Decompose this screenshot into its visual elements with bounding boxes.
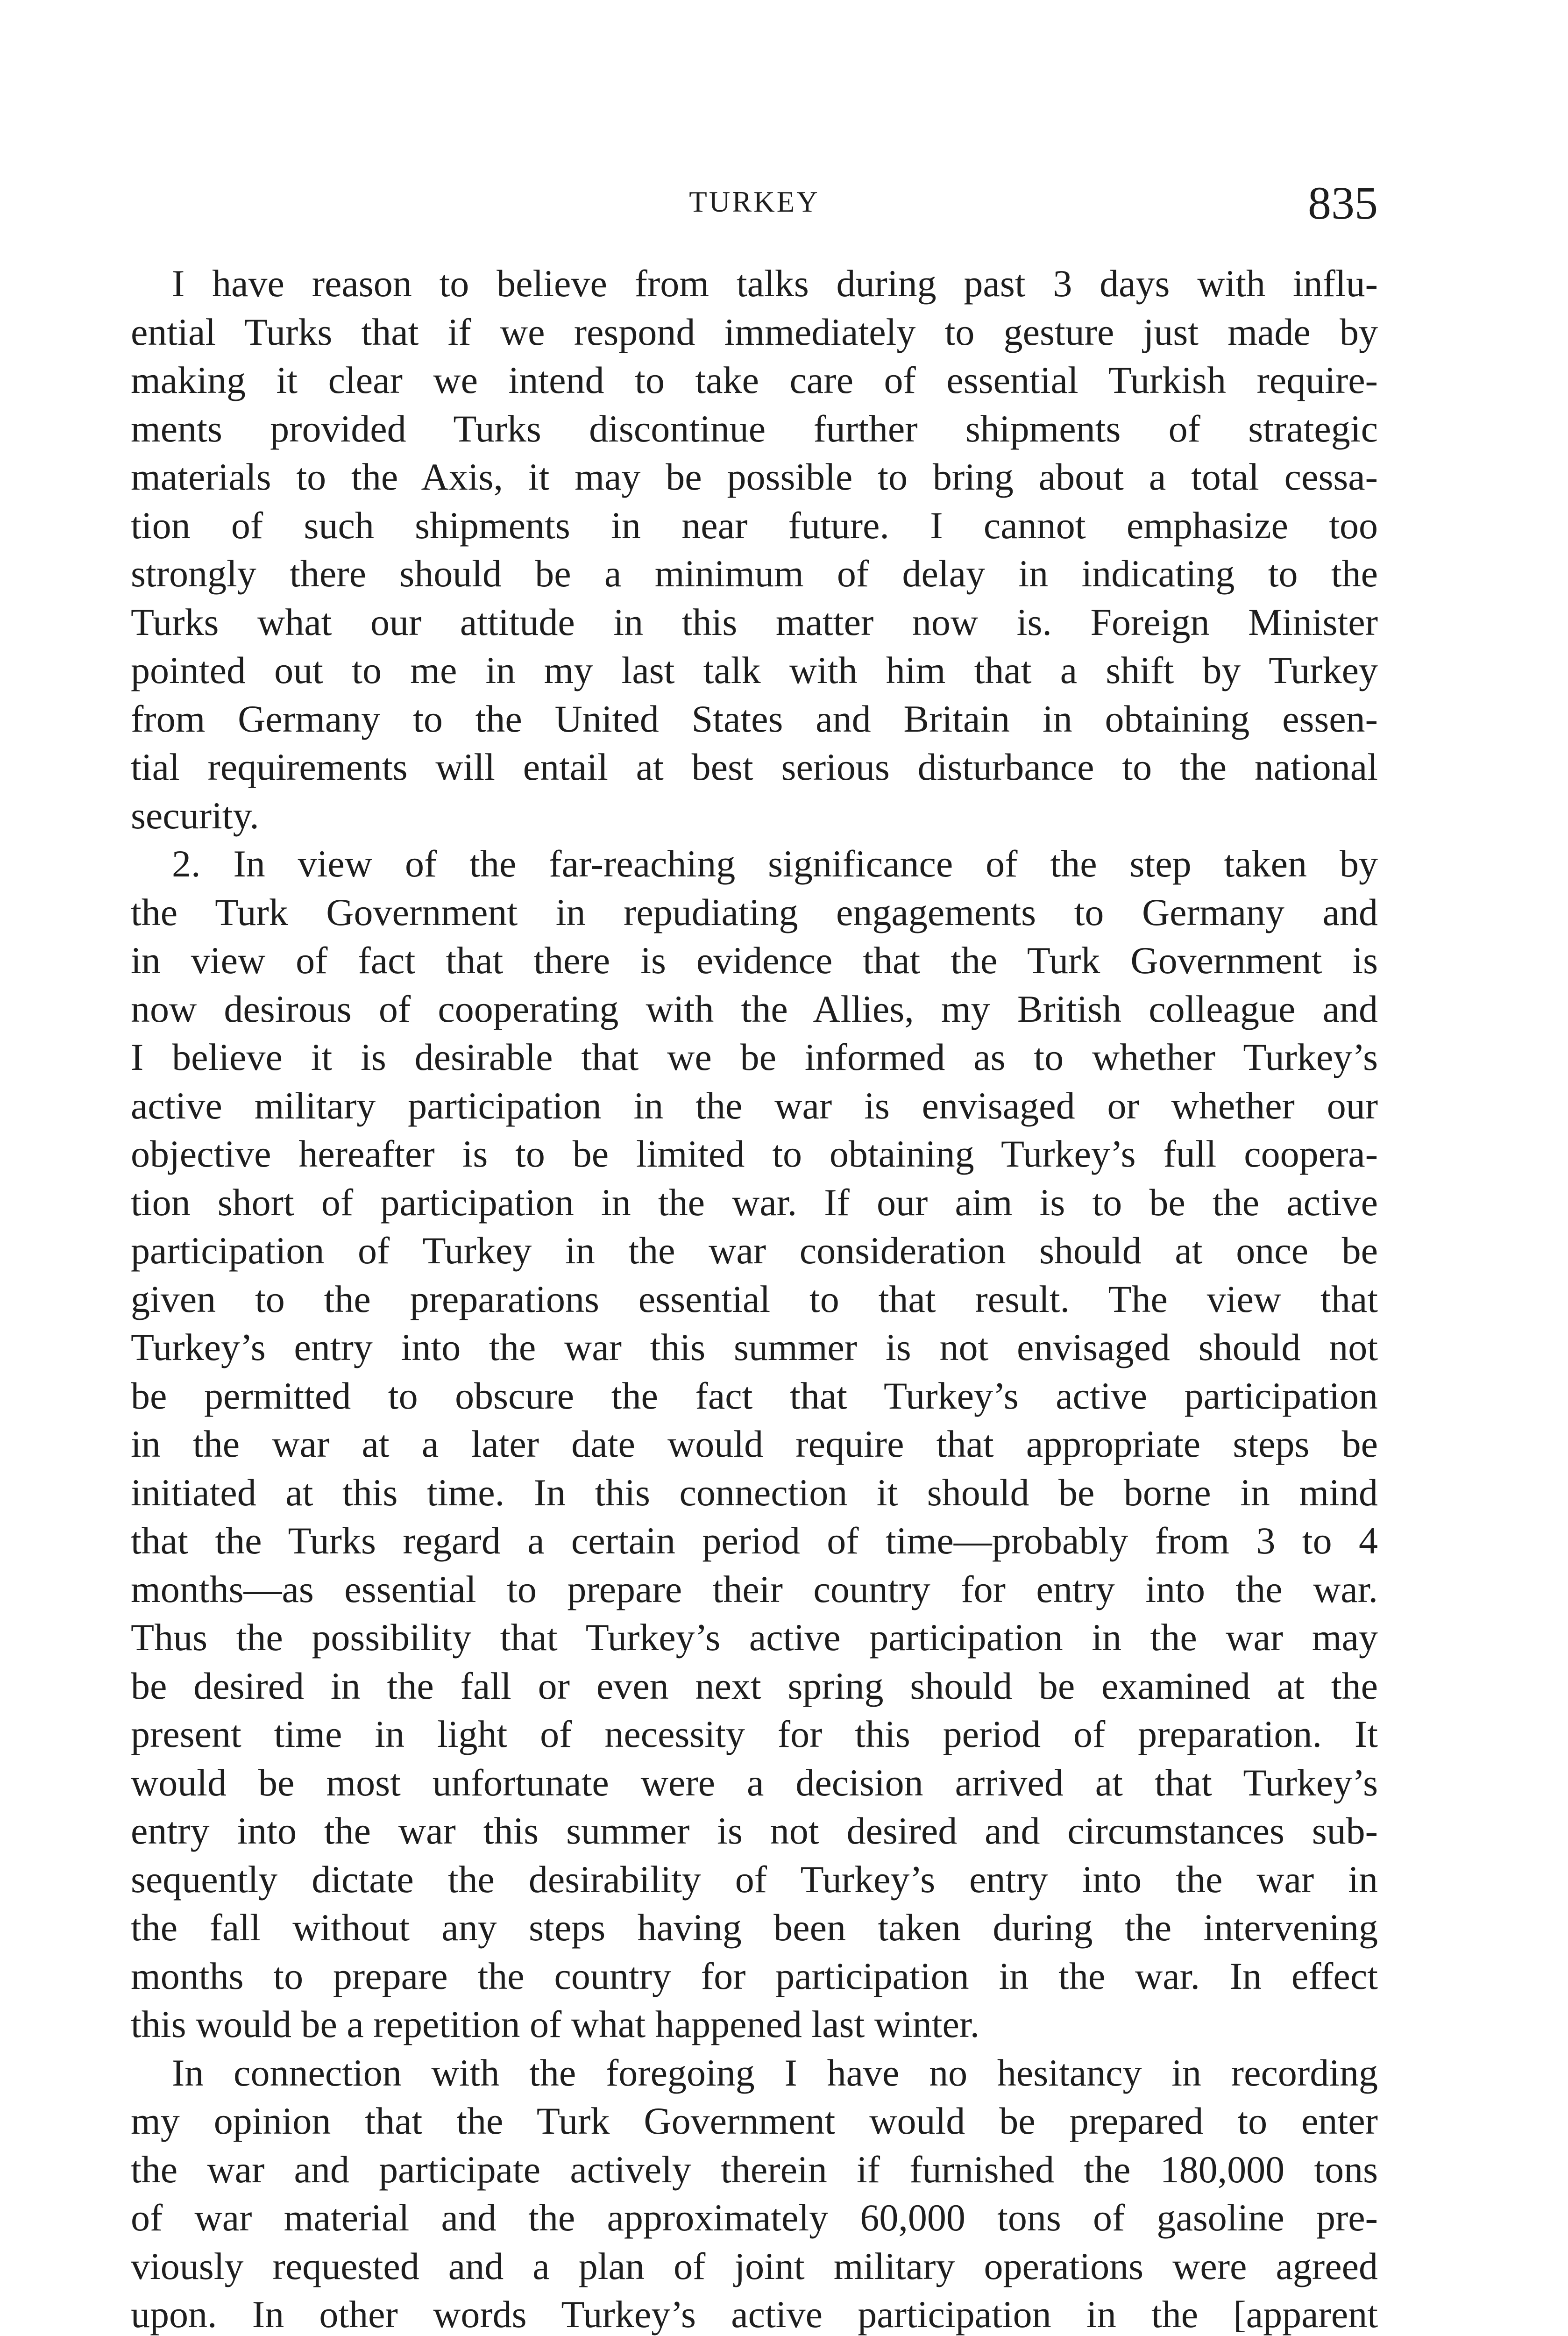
text-line: Turkey’s entry into the war this summer is not envisaged should not [131, 1326, 1378, 1368]
text-line: entry into the war this summer is not desired and circumstances sub- [131, 1809, 1378, 1852]
text-line: my opinion that the Turk Government would be prepared to enter [131, 2100, 1378, 2142]
page-number: 835 [1308, 177, 1378, 229]
text-line: 2. In view of the far-reaching significance of the step taken by [172, 842, 1378, 885]
text-line: the Turk Government in repudiating engagements to Germany and [131, 890, 1378, 933]
text-line: objective hereafter is to be limited to obtaining Turkey’s full coopera- [131, 1132, 1378, 1175]
text-line: given to the preparations essential to that result. The view that [131, 1277, 1378, 1320]
text-line: in the war at a later date would require that appropriate steps be [131, 1423, 1378, 1465]
text-line: the war and participate actively therein if furnished the 180,000 tons [131, 2148, 1378, 2191]
text-line: Turks what our attitude in this matter now is. Foreign Minister [131, 600, 1378, 643]
paragraph-1 [131, 259, 1378, 840]
text-line: that the Turks regard a certain period of time—probably from 3 to 4 [131, 1519, 1378, 1562]
text-line: In connection with the foregoing I have no hesitancy in recording [172, 2051, 1378, 2094]
text-line: initiated at this time. In this connection it should be borne in mind [131, 1471, 1378, 1514]
text-line: tion short of participation in the war. If our aim is to be the active [131, 1181, 1378, 1224]
text-line: be desired in the fall or even next spring should be examined at the [131, 1664, 1378, 1707]
text-line: making it clear we intend to take care of essential Turkish require- [131, 359, 1378, 401]
text-line: ential Turks that if we respond immediately to gesture just made by [131, 310, 1378, 353]
text-line: months—as essential to prepare their country for entry into the war. [131, 1567, 1378, 1610]
text-line: from Germany to the United States and Britain in obtaining essen- [131, 697, 1378, 740]
text-line: this would be a repetition of what happened last winter. [131, 2003, 980, 2045]
text-line: in view of fact that there is evidence that the Turk Government is [131, 939, 1378, 982]
text-line: would be most unfortunate were a decision arrived at that Turkey’s [131, 1761, 1378, 1804]
text-line: pointed out to me in my last talk with him that a shift by Turkey [131, 649, 1378, 691]
text-line: viously requested and a plan of joint military operations were agreed [131, 2244, 1378, 2287]
text-line: present time in light of necessity for this period of preparation. It [131, 1713, 1378, 1755]
paragraph-2 [131, 840, 1378, 2049]
text-line: ments provided Turks discontinue further shipments of strategic [131, 407, 1378, 450]
running-head [131, 177, 1378, 239]
text-line: be permitted to obscure the fact that Turkey’s active participation [131, 1374, 1378, 1417]
text-line: months to prepare the country for participation in the war. In effect [131, 1954, 1378, 1997]
text-line: upon. In other words Turkey’s active participation in the [apparent [131, 2293, 1378, 2336]
text-line: strongly there should be a minimum of delay in indicating to the [131, 552, 1378, 595]
text-line: tion of such shipments in near future. I cannot emphasize too [131, 504, 1378, 547]
text-line: now desirous of cooperating with the Allies, my British colleague and [131, 987, 1378, 1030]
text-line: security. [131, 794, 259, 837]
text-line: I believe it is desirable that we be informed as to whether Turkey’s [131, 1036, 1378, 1078]
paragraph-3 [131, 2049, 1378, 2336]
text-line: I have reason to believe from talks during past 3 days with influ- [172, 262, 1378, 305]
text-line: of war material and the approximately 60,000 tons of gasoline pre- [131, 2196, 1378, 2239]
text-line: participation of Turkey in the war consideration should at once be [131, 1229, 1378, 1272]
text-line: active military participation in the war is envisaged or whether our [131, 1084, 1378, 1127]
text-line: materials to the Axis, it may be possible to bring about a total cessa- [131, 456, 1378, 498]
text-line: the fall without any steps having been taken during the intervening [131, 1906, 1378, 1949]
text-line: sequently dictate the desirability of Turkey’s entry into the war in [131, 1858, 1378, 1901]
body-text [131, 259, 1378, 2336]
text-line: tial requirements will entail at best serious disturbance to the national [131, 746, 1378, 788]
running-title: TURKEY [689, 185, 820, 218]
text-line: Thus the possibility that Turkey’s active participation in the war may [131, 1616, 1378, 1659]
